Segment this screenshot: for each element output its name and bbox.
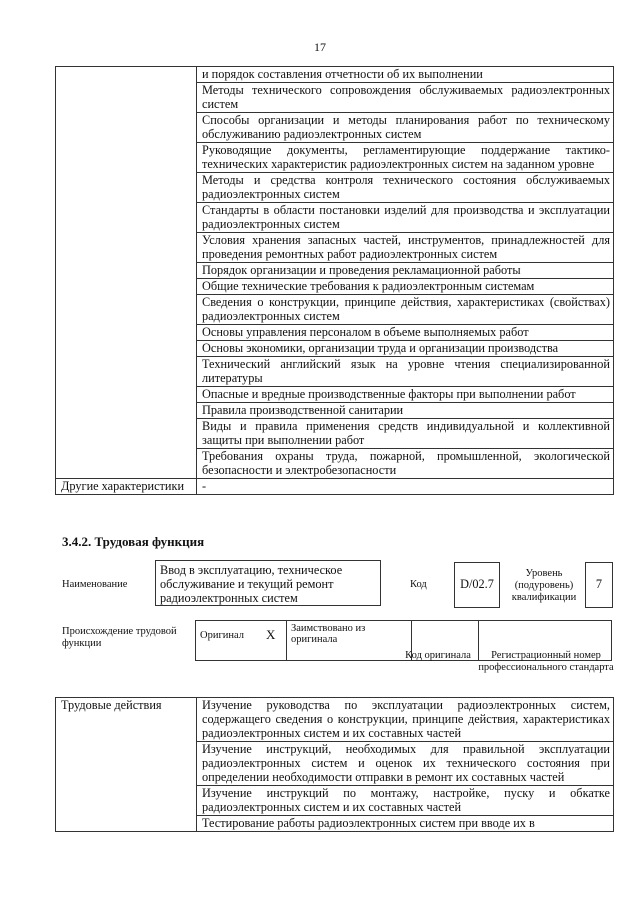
knowledge-item: Условия хранения запасных частей, инструментов, принадлежностей для проведения ремонтных работ радиоэлектронных систем bbox=[197, 233, 614, 263]
knowledge-table bbox=[55, 66, 614, 495]
code-value: D/02.7 bbox=[460, 577, 494, 591]
knowledge-item: Виды и правила применения средств индивидуальной и коллективной защиты при выполнении работ bbox=[197, 419, 614, 449]
knowledge-item: Способы организации и методы планирования работ по техническому обслуживанию радиоэлектронных систем bbox=[197, 113, 614, 143]
knowledge-item: и порядок составления отчетности об их выполнении bbox=[197, 67, 614, 83]
knowledge-item: Сведения о конструкции, принципе действия, характеристиках (свойствах) радиоэлектронных систем bbox=[197, 295, 614, 325]
knowledge-left-cell bbox=[56, 67, 197, 479]
knowledge-item: Основы управления персоналом в объеме выполняемых работ bbox=[197, 325, 614, 341]
knowledge-item: Общие технические требования к радиоэлектронным системам bbox=[197, 279, 614, 295]
other-characteristics-label: Другие характеристики bbox=[56, 479, 197, 495]
knowledge-item: Требования охраны труда, пожарной, промышленной, экологической безопасности и электробезопасности bbox=[197, 449, 614, 479]
actions-table bbox=[55, 697, 614, 832]
action-row bbox=[56, 698, 614, 742]
other-characteristics-value: - bbox=[197, 479, 614, 495]
knowledge-item: Технический английский язык на уровне чтения специализированной литературы bbox=[197, 357, 614, 387]
action-item: Тестирование работы радиоэлектронных систем при вводе их в bbox=[197, 816, 614, 832]
level-label: Уровень (подуровень) квалификации bbox=[511, 568, 577, 603]
knowledge-item: Опасные и вредные производственные факторы при выполнении работ bbox=[197, 387, 614, 403]
other-characteristics-row bbox=[56, 479, 614, 495]
function-name-box bbox=[155, 560, 381, 606]
code-original-label: Код оригинала bbox=[405, 650, 471, 661]
knowledge-item: Стандарты в области постановки изделий для производства и эксплуатации радиоэлектронных систем bbox=[197, 203, 614, 233]
borrowed-label: Заимствовано из оригинала bbox=[287, 621, 412, 661]
knowledge-item: Руководящие документы, регламентирующие поддержание тактико-технических характеристик радиоэлектронных систем на заданном уровне bbox=[197, 143, 614, 173]
code-label: Код bbox=[410, 579, 427, 590]
action-item: Изучение инструкций, необходимых для правильной эксплуатации радиоэлектронных систем и оценок их технического состояния при определении необходимости отправки в ремонт их составных частей bbox=[197, 742, 614, 786]
actions-label: Трудовые действия bbox=[56, 698, 197, 832]
action-item: Изучение инструкций по монтажу, настройке, пуску и обкатке радиоэлектронных систем и их составных частей bbox=[197, 786, 614, 816]
level-box bbox=[585, 562, 613, 608]
knowledge-item: Основы экономики, организации труда и организации производства bbox=[197, 341, 614, 357]
function-name-value: Ввод в эксплуатацию, техническое обслуживание и текущий ремонт радиоэлектронных систем bbox=[160, 563, 343, 605]
original-label: Оригинал bbox=[196, 621, 263, 661]
knowledge-item: Порядок организации и проведения рекламационной работы bbox=[197, 263, 614, 279]
knowledge-item: Методы и средства контроля технического состояния обслуживаемых радиоэлектронных систем bbox=[197, 173, 614, 203]
section-title: 3.4.2. Трудовая функция bbox=[62, 534, 205, 549]
knowledge-row bbox=[56, 67, 614, 83]
page-number: 17 bbox=[314, 40, 326, 54]
reg-number-label: Регистрационный номер профессионального стандарта bbox=[478, 650, 614, 673]
origin-label: Происхождение трудовой функции bbox=[62, 626, 177, 649]
knowledge-item: Методы технического сопровождения обслуживаемых радиоэлектронных систем bbox=[197, 83, 614, 113]
name-label: Наименование bbox=[62, 579, 128, 590]
code-box bbox=[454, 562, 500, 608]
knowledge-item: Правила производственной санитарии bbox=[197, 403, 614, 419]
original-mark: X bbox=[262, 621, 287, 661]
action-item: Изучение руководства по эксплуатации радиоэлектронных систем, содержащего сведения о конструкции, принципе действия, характеристиках радиоэлектронных систем и их составных частей bbox=[197, 698, 614, 742]
level-value: 7 bbox=[595, 577, 603, 591]
